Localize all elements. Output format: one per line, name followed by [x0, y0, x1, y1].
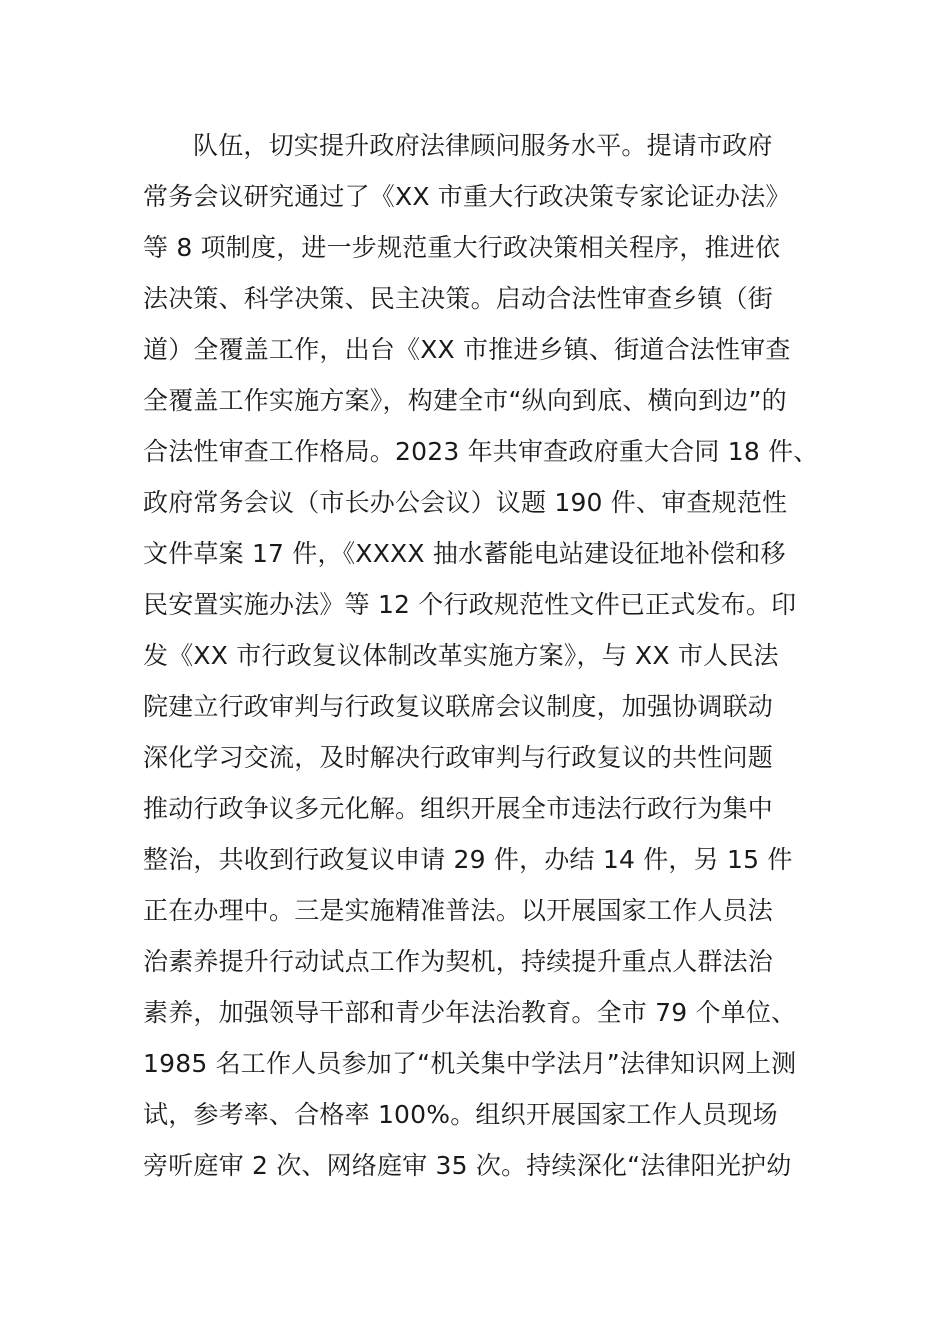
text-line-9: 文件草案 17 件，《XXXX 抽水蓄能电站建设征地补偿和移 [143, 539, 786, 568]
text-line-19: 1985 名工作人员参加了“机关集中学法月”法律知识网上测 [143, 1049, 797, 1078]
text-line-2: 常务会议研究通过了《XX 市重大行政决策专家论证办法》 [143, 182, 791, 211]
text-line-1: 队伍，切实提升政府法律顾问服务水平。提请市政府 [193, 131, 773, 160]
text-line-11: 发《XX 市行政复议体制改革实施方案》，与 XX 市人民法 [143, 641, 779, 670]
text-line-7: 合法性审查工作格局。2023 年共审查政府重大合同 18 件、 [143, 437, 819, 466]
text-line-15: 整治，共收到行政复议申请 29 件，办结 14 件，另 15 件 [143, 845, 793, 874]
body-paragraph [143, 120, 833, 1191]
text-line-4: 法决策、科学决策、民主决策。启动合法性审查乡镇（街 [143, 284, 774, 313]
text-line-16: 正在办理中。三是实施精准普法。以开展国家工作人员法 [143, 896, 774, 925]
text-line-13: 深化学习交流，及时解决行政审判与行政复议的共性问题 [143, 743, 774, 772]
text-line-21: 旁听庭审 2 次、网络庭审 35 次。持续深化“法律阳光护幼 [143, 1151, 792, 1180]
text-line-18: 素养，加强领导干部和青少年法治教育。全市 79 个单位、 [143, 998, 797, 1027]
text-line-6: 全覆盖工作实施方案》，构建全市“纵向到底、横向到边”的 [143, 386, 787, 415]
text-line-17: 治素养提升行动试点工作为契机，持续提升重点人群法治 [143, 947, 774, 976]
text-line-12: 院建立行政审判与行政复议联席会议制度，加强协调联动 [143, 692, 774, 721]
text-line-14: 推动行政争议多元化解。组织开展全市违法行政行为集中 [143, 794, 774, 823]
text-line-3: 等 8 项制度，进一步规范重大行政决策相关程序，推进依 [143, 233, 781, 262]
text-line-5: 道）全覆盖工作，出台《XX 市推进乡镇、街道合法性审查 [143, 335, 791, 364]
text-line-20: 试，参考率、合格率 100%。组织开展国家工作人员现场 [143, 1100, 778, 1129]
text-line-8: 政府常务会议（市长办公会议）议题 190 件、审查规范性 [143, 488, 788, 517]
text-line-10: 民安置实施办法》等 12 个行政规范性文件已正式发布。印 [143, 590, 797, 619]
